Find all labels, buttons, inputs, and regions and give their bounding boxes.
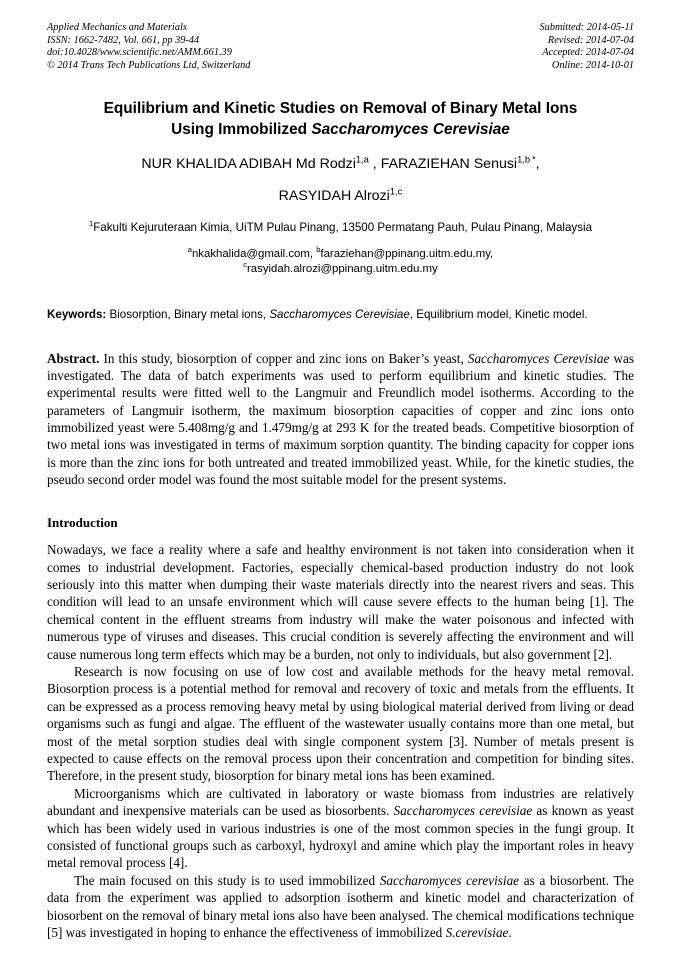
journal-metadata xyxy=(47,22,250,72)
email-address-a: nkakhalida@gmail.com, xyxy=(191,248,317,261)
author-emails xyxy=(47,247,634,277)
abstract-species-name: Saccharomyces Cerevisiae xyxy=(467,350,610,366)
author-affiliation-marker: 1,a xyxy=(355,154,369,165)
title-line-2-prefix: Using Immobilized xyxy=(171,121,312,139)
author-separator: , xyxy=(535,156,540,173)
email-marker-c: c xyxy=(243,260,247,270)
journal-issn-volume: ISSN: 1662-7482, Vol. 661, pp 39-44 xyxy=(47,34,200,46)
email-address-c: rasyidah.alrozi@ppinang.uitm.edu.my xyxy=(247,263,438,276)
paragraph-4-part-3: . xyxy=(508,925,512,941)
title-species-name: Saccharomyces Cerevisiae xyxy=(311,121,510,139)
affiliation-marker: 1 xyxy=(88,219,94,229)
corresponding-author-marker: * xyxy=(530,154,536,165)
affiliation-text: Fakulti Kejuruteraan Kimia, UiTM Pulau Pinang, 13500 Permatang Pauh, Pulau Pinang, Malaysia xyxy=(93,221,593,235)
keywords-species-name: Saccharomyces Cerevisiae xyxy=(269,308,410,322)
journal-name: Applied Mechanics and Materials xyxy=(47,22,187,33)
author-name: RASYIDAH Alrozi xyxy=(278,188,390,205)
date-accepted: Accepted: 2014-07-04 xyxy=(542,47,634,59)
author-name: FARAZIEHAN Senusi xyxy=(380,156,518,173)
abstract-label: Abstract. xyxy=(47,350,100,366)
email-line-2 xyxy=(47,262,634,277)
keywords-part-2: , Equilibrium model, Kinetic model. xyxy=(409,308,588,322)
paragraph-3-species-name: Saccharomyces cerevisiae xyxy=(393,803,533,819)
paragraph-4-species-name-2: S.cerevisiae xyxy=(445,925,509,941)
email-marker-a: a xyxy=(187,245,192,255)
paper-title xyxy=(65,98,616,140)
introduction-paragraph-4 xyxy=(47,872,634,942)
keywords-section xyxy=(47,307,634,323)
keywords-label: Keywords: xyxy=(47,308,107,322)
title-line-1: Equilibrium and Kinetic Studies on Removal of Binary Metal Ions xyxy=(103,100,578,118)
submission-dates xyxy=(540,22,634,72)
abstract-part-1: In this study, biosorption of copper and zinc ions on Baker’s yeast, xyxy=(99,350,468,366)
paragraph-3-part-1: Microorganisms which are cultivated in laboratory or waste biomass from industries are relatively abundant and inexpensive materials can be used as biosorbents. xyxy=(47,785,634,819)
author-list-line-1 xyxy=(47,154,634,174)
introduction-paragraph-2: Research is now focusing on use of low cost and available methods for the heavy metal removal. Biosorption process is a potential method for removal and recovery of toxic and metals from the effluents. It can be expressed as a process removing heavy metal by using biological material derived from living or dead organisms such as fungi and algae. The effluent of the wastewater usually contains more than one metal, but most of the metal sorption studies deal with single component system [3]. Number of metals present is expected to cause effects on the removal process upon their concentration and competition for binding sites. Therefore, in the present study, biosorption for binary metal ions has been examined. xyxy=(47,664,634,784)
introduction-paragraph-3 xyxy=(47,785,634,872)
paragraph-4-part-1: The main focused on this study is to used immobilized xyxy=(74,872,380,888)
date-revised: Revised: 2014-07-04 xyxy=(547,34,634,46)
email-marker-b: b xyxy=(316,245,321,255)
author-list-line-2 xyxy=(47,186,634,206)
author-affiliation-marker: 1,b * xyxy=(517,154,536,165)
paragraph-3-part-2: as known as yeast which has been widely used in various industries is one of the most common species in the fungi group. It consisted of functional groups such as carboxyl, hydroxyl and amine which play the important roles in heavy metal removal process [4]. xyxy=(47,803,635,871)
journal-copyright: © 2014 Trans Tech Publications Ltd, Switzerland xyxy=(47,59,251,71)
keywords-part-1: Biosorption, Binary metal ions, xyxy=(106,308,270,322)
date-submitted: Submitted: 2014-05-11 xyxy=(539,22,634,33)
journal-header xyxy=(47,22,634,72)
section-heading-introduction: Introduction xyxy=(47,515,118,531)
paragraph-4-part-2: as a biosorbent. The data from the experiment was applied to adsorption isotherm and kinetic model and characterization of biosorbent on the removal of binary metal ions also have been analysed. The chemical modifications technique [5] was investigated in hoping to enhance the effectiveness of immobilized xyxy=(47,872,634,941)
author-affiliation-marker: 1,c xyxy=(389,186,403,197)
author-name: NUR KHALIDA ADIBAH Md Rodzi xyxy=(141,156,356,173)
paragraph-4-species-name-1: Saccharomyces cerevisiae xyxy=(379,872,520,888)
date-online: Online: 2014-10-01 xyxy=(551,59,634,71)
affiliation xyxy=(47,220,634,236)
abstract-section xyxy=(47,350,634,488)
author-separator: , xyxy=(368,156,381,173)
abstract-part-2: was investigated. The data of batch experiments was used to perform equilibrium and kinetic studies. The experimental results were fitted well to the Langmuir and Freundlich model isotherms. According to the parameters of Langmuir isotherm, the maximum biosorption capacities of copper and zinc ions onto immobilized yeast were 5.408mg/g and 1.479mg/g at 293 K for the treated beads. Competitive biosorption of two metal ions was investigated in terms of maximum sorption quantity. The binding capacity for copper ions is more than the zinc ions for both untreated and treated immobilized yeast. While, for the kinetic studies, the pseudo second order model was found the most suitable model for the present systems. xyxy=(47,350,634,487)
email-address-b: faraziehan@ppinang.uitm.edu.my, xyxy=(320,248,494,261)
introduction-paragraph-1: Nowadays, we face a reality where a safe and healthy environment is not taken into consideration when it comes to industrial development. Factories, especially chemical-based production industry do not look seriously into this matter when dumping their waste materials directly into the nearest rivers and seas. This condition will lead to an unsafe environment which will cause severe effects to the human being [1]. The chemical content in the effluent streams from industry will make the water poisonous and infected with numerous type of viruses and diseases. This crucial condition is severely affecting the environment and will cause numerous long term effects which may be a burden, not only to individuals, but also government [2]. xyxy=(47,542,634,662)
journal-doi: doi:10.4028/www.scientific.net/AMM.661.39 xyxy=(47,47,232,59)
email-line-1 xyxy=(47,247,634,262)
